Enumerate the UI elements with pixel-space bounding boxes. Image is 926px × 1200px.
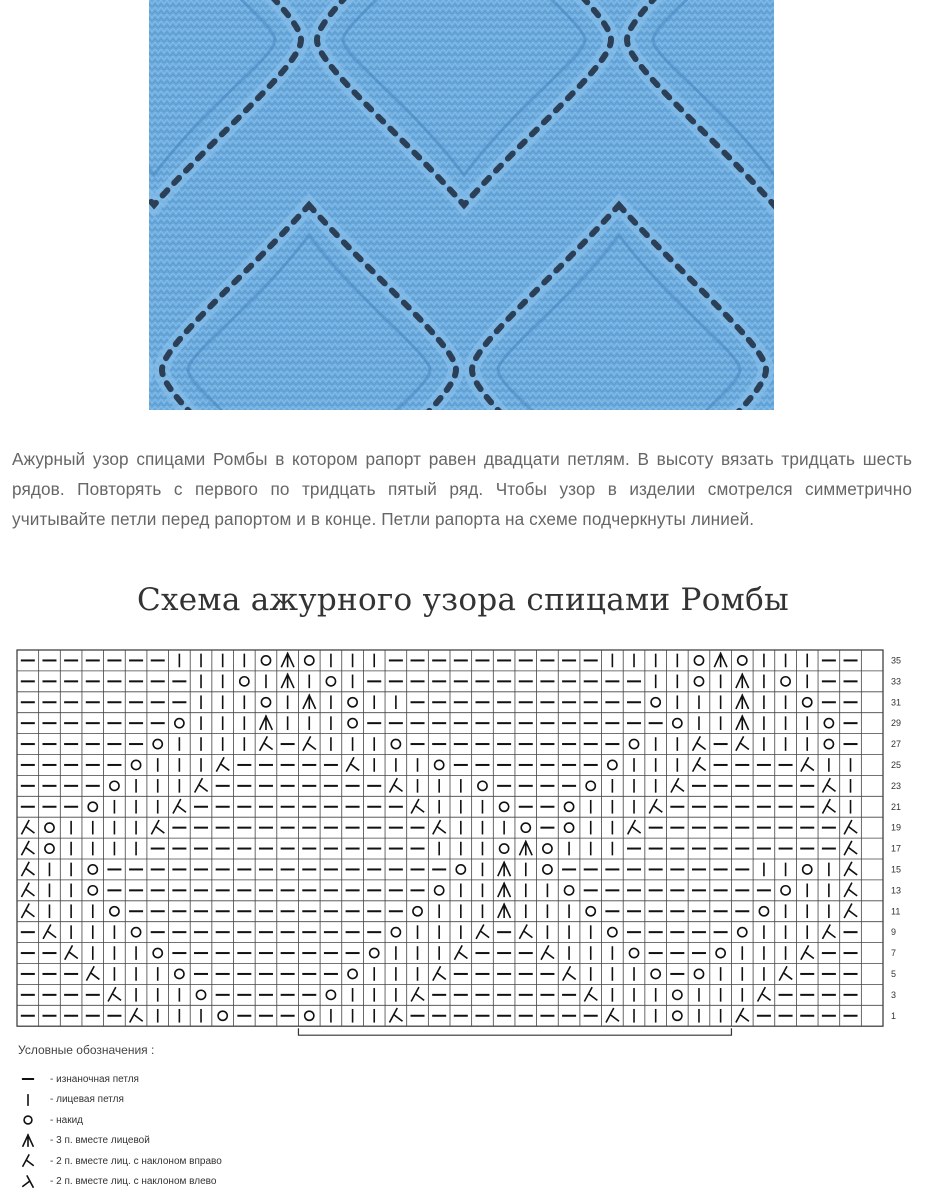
legend-list <box>18 1069 222 1192</box>
row-number-label: 15 <box>891 864 902 875</box>
row-number-label: 9 <box>891 927 897 938</box>
k3tog-icon <box>18 1133 38 1149</box>
row-number-label: 1 <box>891 1010 897 1021</box>
pattern-description: Ажурный узор спицами Ромбы в котором рапорт равен двадцати петлям. В высоту вязать тридцать шесть рядов. Повторять с первого по тридцать пятый ряд. Чтобы узор в изделии смотрелся симметрично учитывайте петли перед рапортом и в конце. Петли рапорта на схеме подчеркнуты линией. <box>12 449 912 529</box>
row-number-label: 19 <box>891 822 902 833</box>
row-number-label: 17 <box>891 843 902 854</box>
k2tog-left-icon <box>18 1174 38 1190</box>
row-number-label: 11 <box>891 906 901 917</box>
legend-label: - 2 п. вместе лиц. с наклоном влево <box>50 1176 217 1188</box>
legend-item <box>18 1110 222 1131</box>
row-number-label: 27 <box>891 739 902 750</box>
chart-title: Схема ажурного узора спицами Ромбы <box>136 582 790 618</box>
yarn-over-icon <box>18 1112 38 1128</box>
k2tog-right-icon <box>18 1153 38 1169</box>
legend-label: - 3 п. вместе лицевой <box>50 1135 150 1147</box>
legend-item <box>18 1172 222 1193</box>
row-number-label: 23 <box>891 780 902 791</box>
legend-label: - изнаночная петля <box>50 1073 139 1085</box>
row-number-label: 3 <box>891 989 897 1000</box>
legend-item <box>18 1151 222 1172</box>
purl-icon <box>18 1071 38 1087</box>
legend-label: - 2 п. вместе лиц. с наклоном вправо <box>50 1155 222 1167</box>
legend-label: - накид <box>50 1114 83 1126</box>
legend-item <box>18 1069 222 1090</box>
row-number-label: 13 <box>891 885 902 896</box>
row-number-label: 21 <box>891 801 902 812</box>
row-number-label: 35 <box>891 655 902 666</box>
legend-item <box>18 1131 222 1152</box>
row-number-label: 5 <box>891 968 897 979</box>
legend-heading: Условные обозначения : <box>18 1043 155 1057</box>
chart-legend <box>18 1043 222 1192</box>
row-number-label: 33 <box>891 676 902 687</box>
row-number-label: 31 <box>891 697 902 708</box>
row-number-label: 25 <box>891 759 902 770</box>
legend-item <box>18 1090 222 1111</box>
row-number-label: 7 <box>891 948 897 959</box>
row-number-label: 29 <box>891 718 902 729</box>
repeat-bracket <box>298 1028 731 1035</box>
knit-icon <box>18 1092 38 1108</box>
legend-label: - лицевая петля <box>50 1094 124 1106</box>
